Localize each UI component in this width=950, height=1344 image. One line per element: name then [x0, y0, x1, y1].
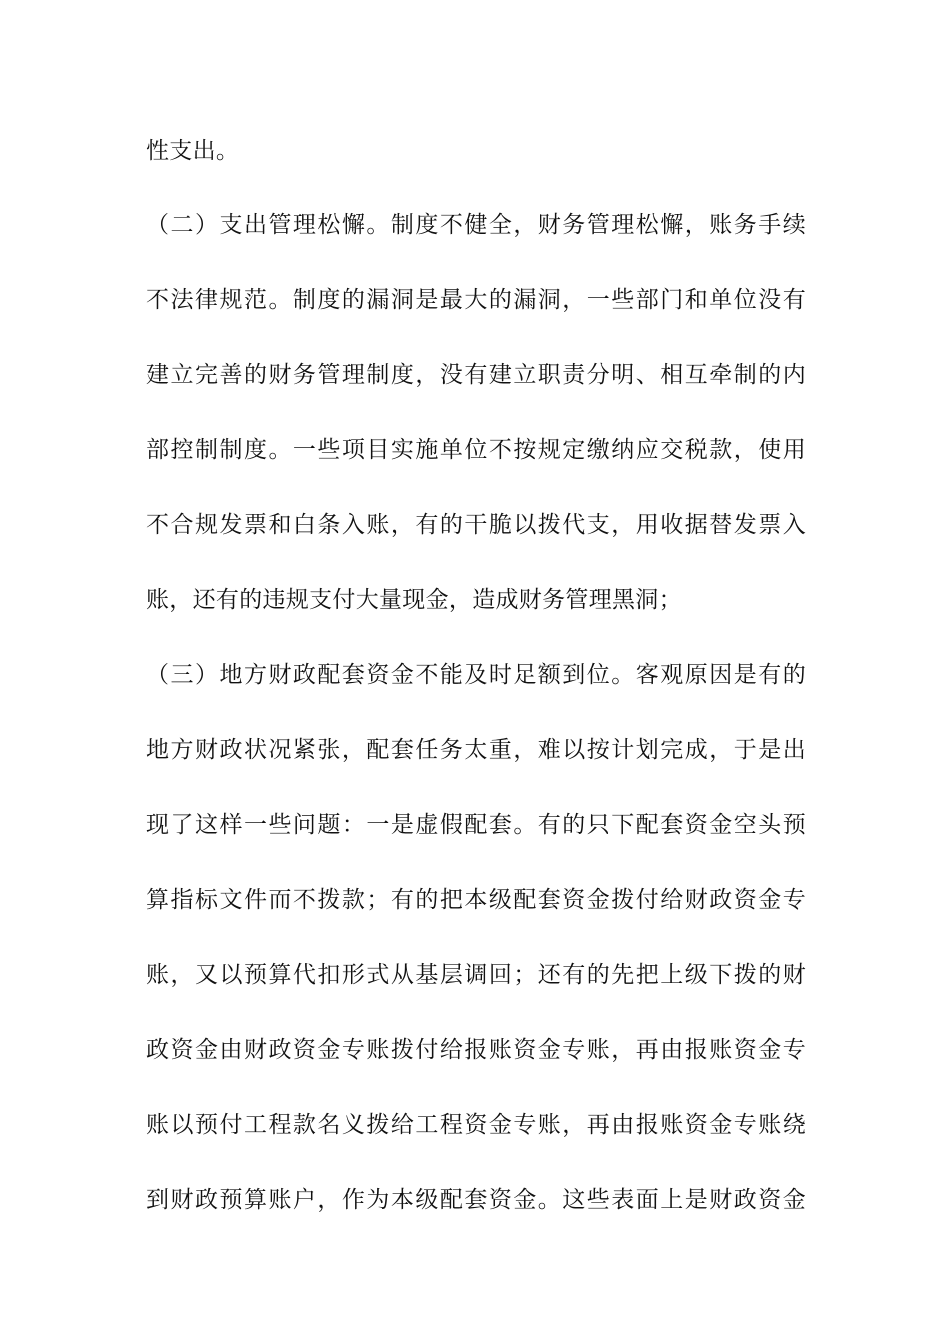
text-line-2: （二）支出管理松懈。制度不健全，财务管理松懈，账务手续 [146, 212, 806, 238]
text-line-5: 部控制制度。一些项目实施单位不按规定缴纳应交税款，使用 [146, 437, 806, 463]
text-line-10: 现了这样一些问题：一是虚假配套。有的只下配套资金空头预 [146, 812, 806, 838]
text-line-13: 政资金由财政资金专账拨付给报账资金专账，再由报账资金专 [146, 1037, 806, 1063]
text-line-14: 账以预付工程款名义拨给工程资金专账，再由报账资金专账绕 [146, 1112, 806, 1138]
text-line-15: 到财政预算账户，作为本级配套资金。这些表面上是财政资金 [146, 1187, 806, 1213]
text-line-4: 建立完善的财务管理制度，没有建立职责分明、相互牵制的内 [146, 362, 806, 388]
text-line-7: 账，还有的违规支付大量现金，造成财务管理黑洞； [146, 587, 682, 613]
text-line-1: 性支出。 [146, 138, 240, 164]
text-line-11: 算指标文件而不拨款；有的把本级配套资金拨付给财政资金专 [146, 887, 806, 913]
text-line-6: 不合规发票和白条入账，有的干脆以拨代支，用收据替发票入 [146, 512, 806, 538]
text-line-8: （三）地方财政配套资金不能及时足额到位。客观原因是有的 [146, 662, 806, 688]
text-line-3: 不法律规范。制度的漏洞是最大的漏洞，一些部门和单位没有 [146, 287, 806, 313]
text-line-12: 账，又以预算代扣形式从基层调回；还有的先把上级下拨的财 [146, 962, 806, 988]
text-line-9: 地方财政状况紧张，配套任务太重，难以按计划完成，于是出 [146, 737, 806, 763]
